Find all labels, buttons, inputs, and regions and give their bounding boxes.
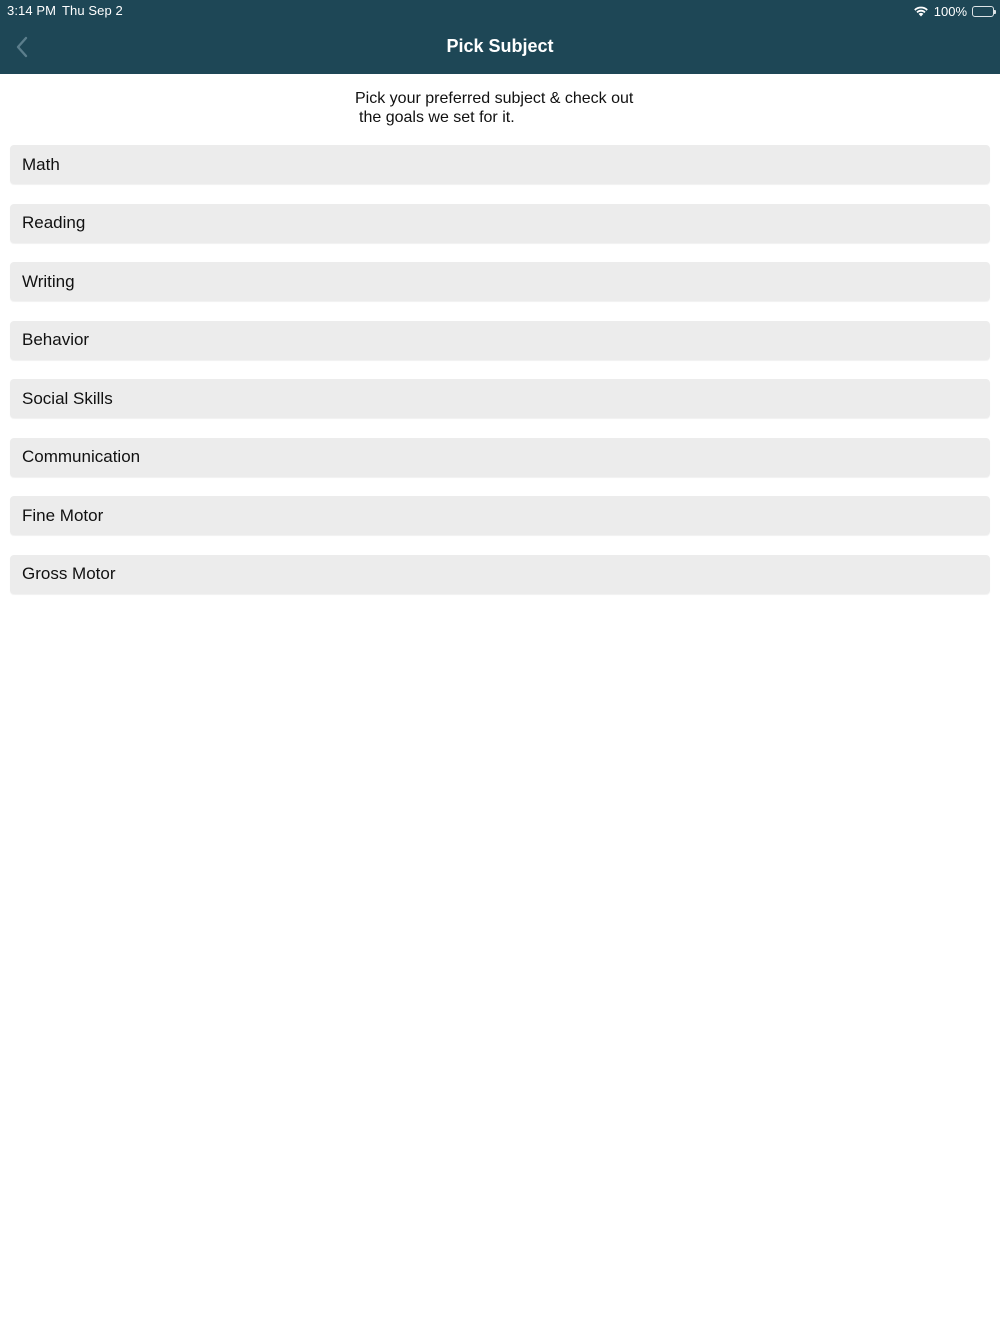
wifi-icon — [913, 5, 929, 17]
intro-text — [355, 89, 675, 127]
subject-item-reading[interactable]: Reading — [10, 204, 990, 243]
page-title: Pick Subject — [446, 36, 554, 56]
status-indicators — [913, 3, 994, 19]
battery-percentage: 100% — [933, 3, 967, 19]
intro-line-2: the goals we set for it. — [359, 109, 515, 126]
subject-item-math[interactable]: Math — [10, 145, 990, 184]
subject-list — [10, 145, 990, 594]
battery-icon — [972, 6, 994, 17]
subject-item-fine-motor[interactable]: Fine Motor — [10, 496, 990, 535]
status-date: Thu Sep 2 — [62, 3, 123, 18]
top-bar — [0, 0, 1000, 74]
subject-item-writing[interactable]: Writing — [10, 262, 990, 301]
status-time: 3:14 PM — [7, 3, 57, 18]
subject-item-communication[interactable]: Communication — [10, 438, 990, 477]
intro-line-1: Pick your preferred subject & check out — [355, 90, 634, 107]
subject-item-behavior[interactable]: Behavior — [10, 321, 990, 360]
subject-item-gross-motor[interactable]: Gross Motor — [10, 555, 990, 594]
subject-item-social-skills[interactable]: Social Skills — [10, 379, 990, 418]
